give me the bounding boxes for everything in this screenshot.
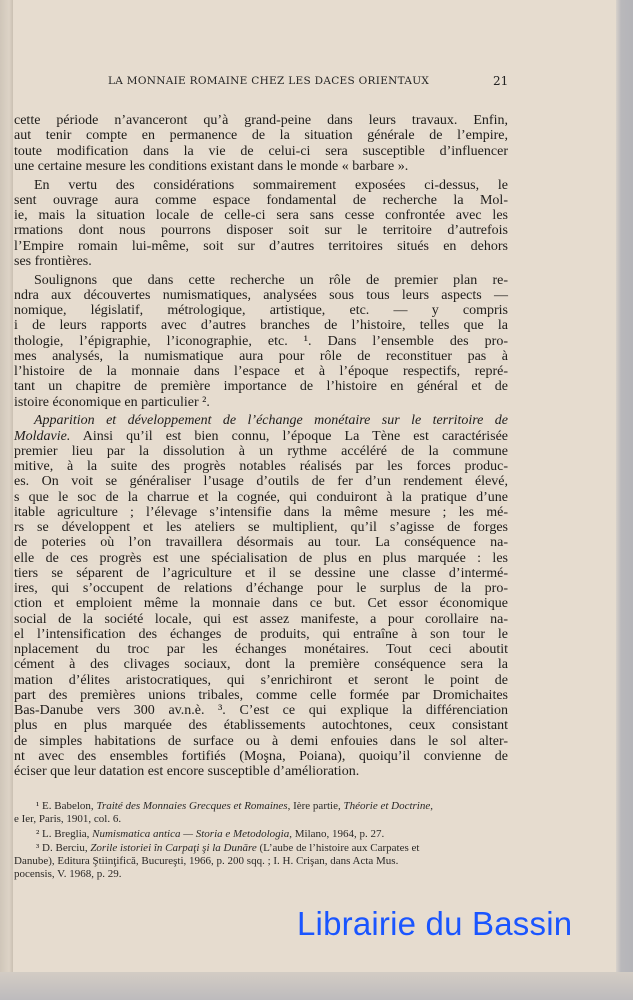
footnote-line (14, 868, 508, 881)
footnote-title: Numismatica antica — Storia e Metodologia (92, 827, 290, 840)
text-line (14, 288, 508, 303)
line-text: mation d’élites aristocratiques, qui s’enrichiront et seront le point de (14, 672, 508, 688)
line-text: premier lieu par la dissolution à un rythme accéléré de la commune (14, 443, 508, 459)
text-line (14, 459, 508, 474)
line-text: ses frontières. (14, 253, 92, 269)
text-line (14, 303, 508, 318)
text-line (14, 364, 508, 379)
paragraph (14, 178, 508, 270)
footnote-text: ³ D. Berciu, (36, 841, 91, 854)
line-text: Bas-Danube vers 300 av.n.è. ³. C’est ce qui explique la différenciation (14, 703, 508, 718)
line-text: sent ouvrage aura comme espace fondamental de recherche la Mol- (14, 192, 508, 208)
text-line (14, 612, 508, 627)
text-line (14, 273, 508, 288)
line-text: toute modification dans la vie de celui-ci sera susceptible d’influencer (14, 143, 508, 159)
line-text: l’Empire romain lui-même, soit sur d’autres territoires situés en dehors (14, 238, 508, 254)
paragraph (14, 413, 508, 779)
text-line (14, 444, 508, 459)
text-line (14, 490, 508, 505)
footnote-text: , (430, 800, 433, 812)
footnote-line (14, 842, 508, 855)
text-line (14, 193, 508, 208)
footnote-title: Zorile istoriei în Carpaţi şi la Dunăre (90, 841, 257, 854)
text-line (14, 144, 508, 159)
text-line (14, 520, 508, 535)
line-text: En vertu des considérations sommairement exposées ci-dessus, le (34, 177, 508, 193)
text-line (14, 178, 508, 193)
line-text: istoire économique en particulier ². (14, 394, 210, 410)
line-text: i de leurs rapports avec d’autres branches de l’histoire, telles que la (14, 318, 508, 334)
text-line (14, 379, 508, 394)
body-text (14, 113, 508, 783)
line-text: nplacement du troc par les échanges monétaires. Tout ceci aboutit (14, 642, 508, 657)
text-line (14, 551, 508, 566)
line-text: es. On voit se généraliser l’usage d’outils de fer d’un rendement élevé, (14, 474, 508, 490)
text-line (14, 318, 508, 333)
footnote (14, 842, 508, 882)
text-line (14, 505, 508, 520)
line-text: itable agriculture ; l’élevage s’intensifie dans la même mesure ; les mé- (14, 504, 508, 520)
text-line (14, 596, 508, 611)
line-text: ie, mais la situation locale de celle-ci sera sans cesse confrontée avec les (14, 208, 508, 223)
text-line (14, 734, 508, 749)
footnote-text: , Milano, 1964, p. 27. (289, 827, 385, 840)
line-text: s que le soc de la charrue et la cognée, qui conduiront à la pratique d’une (14, 489, 508, 505)
paragraph (14, 273, 508, 410)
text-line (14, 239, 508, 254)
line-text: ires, qui s’occupent de relations d’échange pour le surplus de la pro- (14, 581, 508, 596)
line-text: elle de ces progrès est une spécialisation de plus en plus marquée : les (14, 550, 508, 566)
text-line (14, 159, 508, 174)
running-title: LA MONNAIE ROMAINE CHEZ LES DACES ORIENTAUX (108, 75, 430, 87)
line-text: tiers se séparent de l’agriculture et il se dessine une classe d’intermé- (14, 565, 508, 581)
footnote-line (14, 855, 508, 868)
footnote-text: Danube), Editura Ştiinţifică, Bucureşti, 1966, p. 200 sqq. ; I. H. Crişan, dans Acta Mus. (14, 855, 399, 868)
text-line (14, 718, 508, 733)
footnote-title: Traité des Monnaies Grecques et Romaines (96, 800, 288, 812)
footnote-text: e Ier, Paris, 1901, col. 6. (14, 813, 122, 826)
footnote-text: (L’aube de l’histoire aux Carpates et (256, 841, 420, 854)
footnote-text: ¹ E. Babelon, (36, 800, 97, 812)
adjacent-page-edge (0, 0, 13, 1000)
text-line (14, 566, 508, 581)
text-line (14, 703, 508, 718)
text-line (14, 429, 508, 444)
line-text: Soulignons que dans cette recherche un rôle de premier plan re- (34, 272, 508, 288)
footnote (14, 828, 508, 841)
line-text: de simples habitations de surface ou à demi enfouies dans le sol alter- (14, 733, 508, 749)
line-text: nomique, législatif, métrologique, artistique, etc. — y compris (14, 303, 508, 318)
line-text: cément à des clivages sociaux, dont la première conséquence sera la (14, 657, 508, 673)
line-text: plus en plus marquée des établissements autochtones, ceux consistant (14, 718, 508, 734)
line-text: ction et emploient même la monnaie dans ce but. Cet essor économique (14, 596, 508, 612)
line-text: rmations dont nous pourrons disposer soit sur le territoire d’autrefois (14, 223, 508, 239)
background-bottom (0, 972, 633, 1000)
line-text: part des premières unions tribales, comme celle formée par Dromichaites (14, 687, 508, 703)
line-text: ndra aux découvertes numismatiques, analysées sous tous leurs aspects — (14, 287, 508, 303)
text-line (14, 349, 508, 364)
footnote (14, 800, 508, 827)
text-line (14, 128, 508, 143)
text-line (14, 581, 508, 596)
footnote-title: Théorie et Doctrine (343, 800, 431, 812)
line-text: rs se développent et les ateliers se multiplient, qu’il s’agisse de forges (14, 520, 508, 535)
text-line (14, 673, 508, 688)
footnote-line (14, 800, 508, 813)
line-text: de poteries où l’on travaillera désormais au tour. La conséquence na- (14, 535, 508, 551)
line-text: mes analysés, la numismatique aura pour rôle de reconstituer pas à (14, 348, 508, 364)
text-line (14, 749, 508, 764)
footnote-line (14, 813, 508, 826)
footnote-text: , Ière partie, (287, 800, 344, 812)
line-text: social de la société locale, qui est assez manifeste, a pour corollaire na- (14, 611, 508, 627)
paragraph (14, 113, 508, 174)
page-number: 21 (493, 74, 509, 88)
text-line (14, 642, 508, 657)
line-text: nt avec des ensembles fortifiés (Moşna, Poiana), quoiqu’il convienne de (14, 748, 508, 764)
text-line (14, 395, 508, 410)
line-text: cette période n’avanceront qu’à grand-peine dans leurs travaux. Enfin, (14, 113, 508, 128)
line-text: mitive, à la suite des progrès notables réalisés par les forces produc- (14, 459, 508, 474)
text-line (14, 627, 508, 642)
line-text: tant un chapitre de première importance de l’histoire en général et de (14, 379, 508, 395)
line-text: aut tenir compte en permanence de la situation générale de l’empire, (14, 128, 508, 144)
background-right (616, 0, 633, 1000)
footnote-text: pocensis, V. 1968, p. 29. (14, 868, 122, 881)
text-line (14, 657, 508, 672)
line-text: l’histoire de la monnaie dans l’espace et à l’époque respectifs, repré- (14, 364, 508, 379)
line-text: une certaine mesure les conditions existant dans le monde « barbare ». (14, 158, 409, 174)
line-text: Ainsi qu’il est bien connu, l’époque La Tène est caractérisée (70, 428, 508, 444)
footnote-text: ² L. Breglia, (36, 827, 93, 840)
text-line (14, 688, 508, 703)
text-line (14, 474, 508, 489)
footnotes (14, 800, 508, 883)
text-line (14, 535, 508, 550)
italic-heading: Moldavie. (14, 428, 71, 444)
footnote-line (14, 828, 508, 841)
text-line (14, 113, 508, 128)
text-line (14, 764, 508, 779)
text-line (14, 413, 508, 428)
text-line (14, 223, 508, 238)
text-line (14, 208, 508, 223)
watermark-logo: Librairie du Bassin (297, 905, 573, 942)
line-text: thologie, l’épigraphie, l’iconographie, etc. ¹. Dans l’ensemble des pro- (14, 333, 508, 349)
text-line (14, 254, 508, 269)
italic-heading: Apparition et développement de l’échange monétaire sur le territoire de (34, 413, 508, 429)
line-text: éciser que leur datation est encore susceptible d’amélioration. (14, 764, 360, 779)
text-line (14, 334, 508, 349)
line-text: el l’intensification des échanges de produits, qui entraîne à son tour le (14, 626, 508, 642)
